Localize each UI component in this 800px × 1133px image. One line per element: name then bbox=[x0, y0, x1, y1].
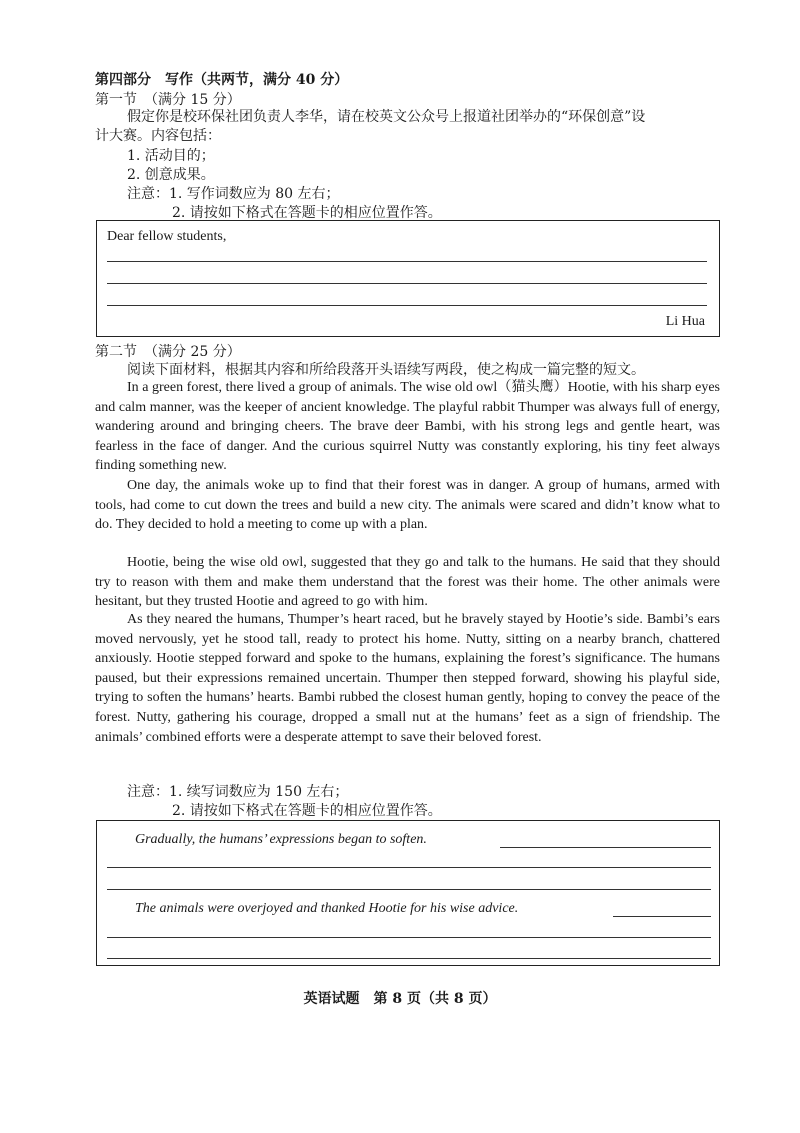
opening-sentence-2: The animals were overjoyed and thanked Hootie for his wise advice. bbox=[135, 901, 519, 916]
answer-line bbox=[107, 937, 711, 938]
answer-line bbox=[613, 916, 711, 917]
section1-title: 第一节 （满分 15 分） bbox=[95, 92, 241, 108]
part-title: 第四部分 写作（共两节，满分 40 分） bbox=[95, 72, 349, 88]
answer-line bbox=[107, 958, 711, 959]
passage-paragraph-1: In a green forest, there lived a group of animals. The wise old owl（猫头鹰）Hootie, with his sharp eyes and calm manner, was the keeper of ancient knowledge. The playful rabbit Thumper was always full of energy, wandering around and bringing cheers. The brave deer Bambi, with his strong legs and gentle heart, was fearless in the face of danger. And the curious squirrel Nutty was constantly exploring, his tiny feet always finding something new. bbox=[95, 380, 720, 474]
answer-box-section1 bbox=[96, 220, 720, 337]
section2-note2: 2. 请按如下格式在答题卡的相应位置作答。 bbox=[172, 803, 442, 819]
section1-prompt-line1: 假定你是校环保社团负责人李华，请在校英文公众号上报道社团举办的“环保创意”设 bbox=[127, 109, 646, 125]
section1-item1: 1. 活动目的； bbox=[127, 148, 215, 164]
answer-line bbox=[107, 305, 707, 306]
section1-note1: 注意：1. 写作词数应为 80 左右； bbox=[127, 186, 340, 202]
signature: Li Hua bbox=[665, 314, 705, 329]
section1-item2: 2. 创意成果。 bbox=[127, 167, 215, 183]
answer-line bbox=[107, 283, 707, 284]
greeting: Dear fellow students, bbox=[107, 229, 227, 244]
opening-sentence-1: Gradually, the humans’ expressions began to soften. bbox=[135, 832, 427, 847]
section2-title: 第二节 （满分 25 分） bbox=[95, 344, 241, 360]
passage-paragraph-2: One day, the animals woke up to find that their forest was in danger. A group of humans, armed with tools, had come to cut down the trees and build a new city. The animals were scared and didn’t know what to do. They decided to hold a meeting to come up with a plan. bbox=[95, 478, 720, 533]
section2-note1: 注意：1. 续写词数应为 150 左右； bbox=[127, 784, 349, 800]
answer-box-section2 bbox=[96, 820, 720, 966]
answer-line bbox=[500, 847, 711, 848]
page-footer: 英语试题 第 8 页（共 8 页） bbox=[303, 991, 497, 1007]
section1-note2: 2. 请按如下格式在答题卡的相应位置作答。 bbox=[172, 205, 442, 221]
section2-instruction: 阅读下面材料，根据其内容和所给段落开头语续写两段，使之构成一篇完整的短文。 bbox=[127, 362, 645, 378]
answer-line bbox=[107, 867, 711, 868]
answer-line bbox=[107, 889, 711, 890]
passage-paragraph-3: Hootie, being the wise old owl, suggested that they go and talk to the humans. He said that they should try to reason with them and make them understand that the forest was their home. The other animals were hesitant, but they trusted Hootie and agreed to go with him. bbox=[95, 555, 720, 610]
answer-line bbox=[107, 261, 707, 262]
section1-prompt-line2: 计大赛。内容包括： bbox=[95, 128, 221, 144]
passage-paragraph-4: As they neared the humans, Thumper’s heart raced, but he bravely stayed by Hootie’s side. Bambi’s ears moved nervously, yet he stood tall, ready to protect his home. Nutty, sitting on a nearby branch, chattered anxiously. Hootie stepped forward and spoke to the humans, explaining the forest’s significance. The humans paused, but their expressions remained uncertain. Thumper then stepped forward, showing his playful side, trying to soften the humans’ hearts. Bambi rubbed the closest human gently, hoping to convey the peace of the forest. Nutty, gathering his courage, dropped a small nut at the humans’ feet as a sign of friendship. The animals’ combined efforts were a desperate attempt to save their beloved forest. bbox=[95, 612, 720, 745]
